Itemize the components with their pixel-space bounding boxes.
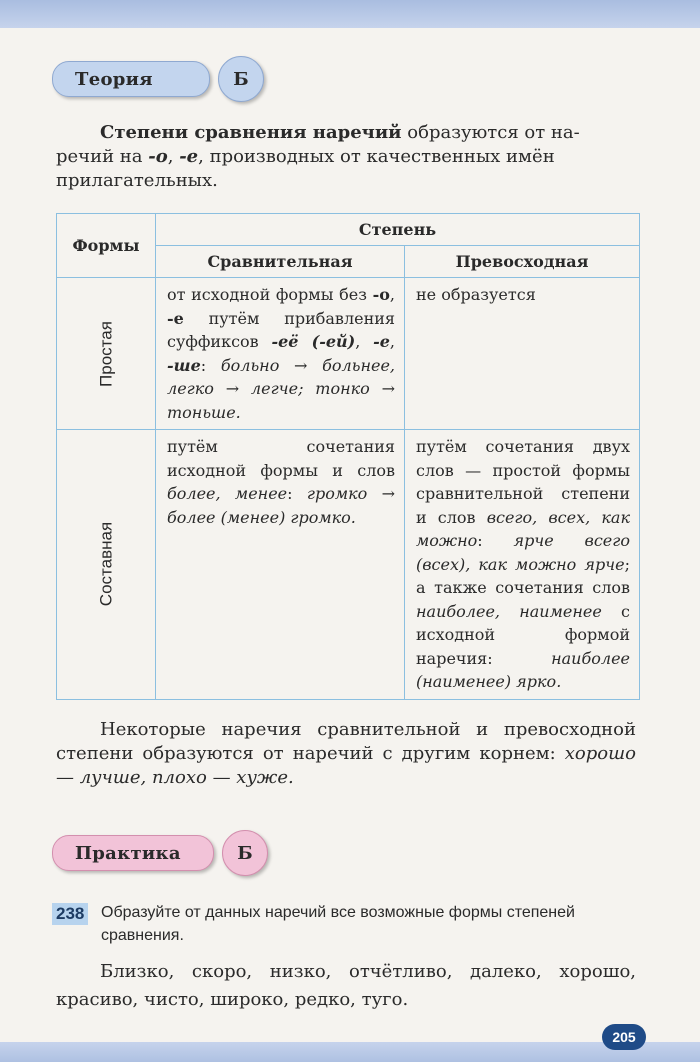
forms-header: Формы [57,214,156,278]
form-simple-label: Простая [96,320,116,387]
cell-segment: , [389,332,396,351]
cell-segment: : [200,355,221,375]
cell-segment: от исходной формы без [167,285,373,304]
cell-segment: ярче всего (всех), как можно ярче [416,531,630,574]
cell-segment: -о [372,285,390,304]
cell-segment: громко → более (менее) громко. [167,484,395,527]
table-row [57,430,640,700]
intro-rest1: образуются от на- [401,122,580,143]
cell-segment: больно → больнее, легко → легче; тонко → тоньше. [167,355,396,422]
cell-segment: , [355,332,374,351]
cell-segment: -е [373,332,390,351]
intro-line3: прилагательных. [56,170,218,191]
intro-term: Степени сравнения наречий [100,122,402,143]
superlative-cell [405,278,640,430]
table-row [57,278,640,430]
intro-suffix-o: -о [148,146,168,167]
form-cell [57,278,156,430]
note-paragraph [56,718,636,790]
theory-header [52,56,264,102]
superlative-cell [405,430,640,700]
comparative-cell [156,278,405,430]
cell-segment: : [477,531,514,550]
form-cell [57,430,156,700]
cell-segment: -ше [167,355,201,375]
cell-segment: с исходной формой наречия: [416,601,630,668]
theory-label: Теория [52,61,210,97]
top-decor-band [0,0,700,28]
degrees-table [56,213,640,700]
practice-level-badge: Б [222,830,268,876]
exercise-words: Близко, скоро, низко, отчётливо, далеко, хорошо, красиво, чисто, широко, редко, туго. [56,961,636,1010]
theory-level-badge: Б [218,56,264,102]
compound-superlative-text [406,431,638,698]
degree-header: Степень [156,214,640,246]
intro-line2b: , производных от качественных имён [198,146,555,167]
comparative-cell [156,430,405,700]
intro-suffix-e: -е [179,146,199,167]
cell-segment: путём сочетания двух слов — простой формы сравнительной степени и слов [416,437,630,527]
compound-comparative-text [157,431,403,533]
simple-comparative-text [157,279,403,428]
cell-segment: путём прибавления суффиксов [167,308,395,351]
cell-segment: не образуется [416,285,536,304]
bottom-decor-band [0,1042,700,1062]
cell-segment: наиболее, наименее [416,601,602,621]
note-text: Некоторые наречия сравнительной и превосходной степени образуются от наречий с другим корнем: [56,719,636,764]
cell-segment: всего, всех, как можно [416,507,630,550]
cell-segment: ; а также сочетания слов [416,554,630,597]
exercise-number: 238 [52,903,88,925]
superlative-header: Превосходная [405,246,640,278]
cell-segment: путём сочетания исходной формы и слов [167,437,395,480]
note-examples: хорошо — лучше, плохо — хуже. [56,743,636,788]
cell-segment: , [389,285,395,304]
intro-line2a: речий на [56,146,149,167]
intro-comma: , [167,146,180,167]
cell-segment: : [287,484,307,503]
practice-label: Практика [52,835,214,871]
exercise-task: Образуйте от данных наречий все возможные формы степеней сравнения. [101,904,575,944]
simple-superlative-text [406,279,638,311]
cell-segment: -её (-ей) [271,332,356,351]
cell-segment: -е [167,308,184,328]
intro-paragraph [56,121,636,193]
form-compound-label: Составная [96,522,116,607]
comparative-header: Сравнительная [156,246,405,278]
practice-header [52,830,268,876]
cell-segment: более, менее [167,484,288,503]
page-number: 205 [602,1024,646,1050]
cell-segment: наиболее (наименее) ярко. [416,648,630,691]
